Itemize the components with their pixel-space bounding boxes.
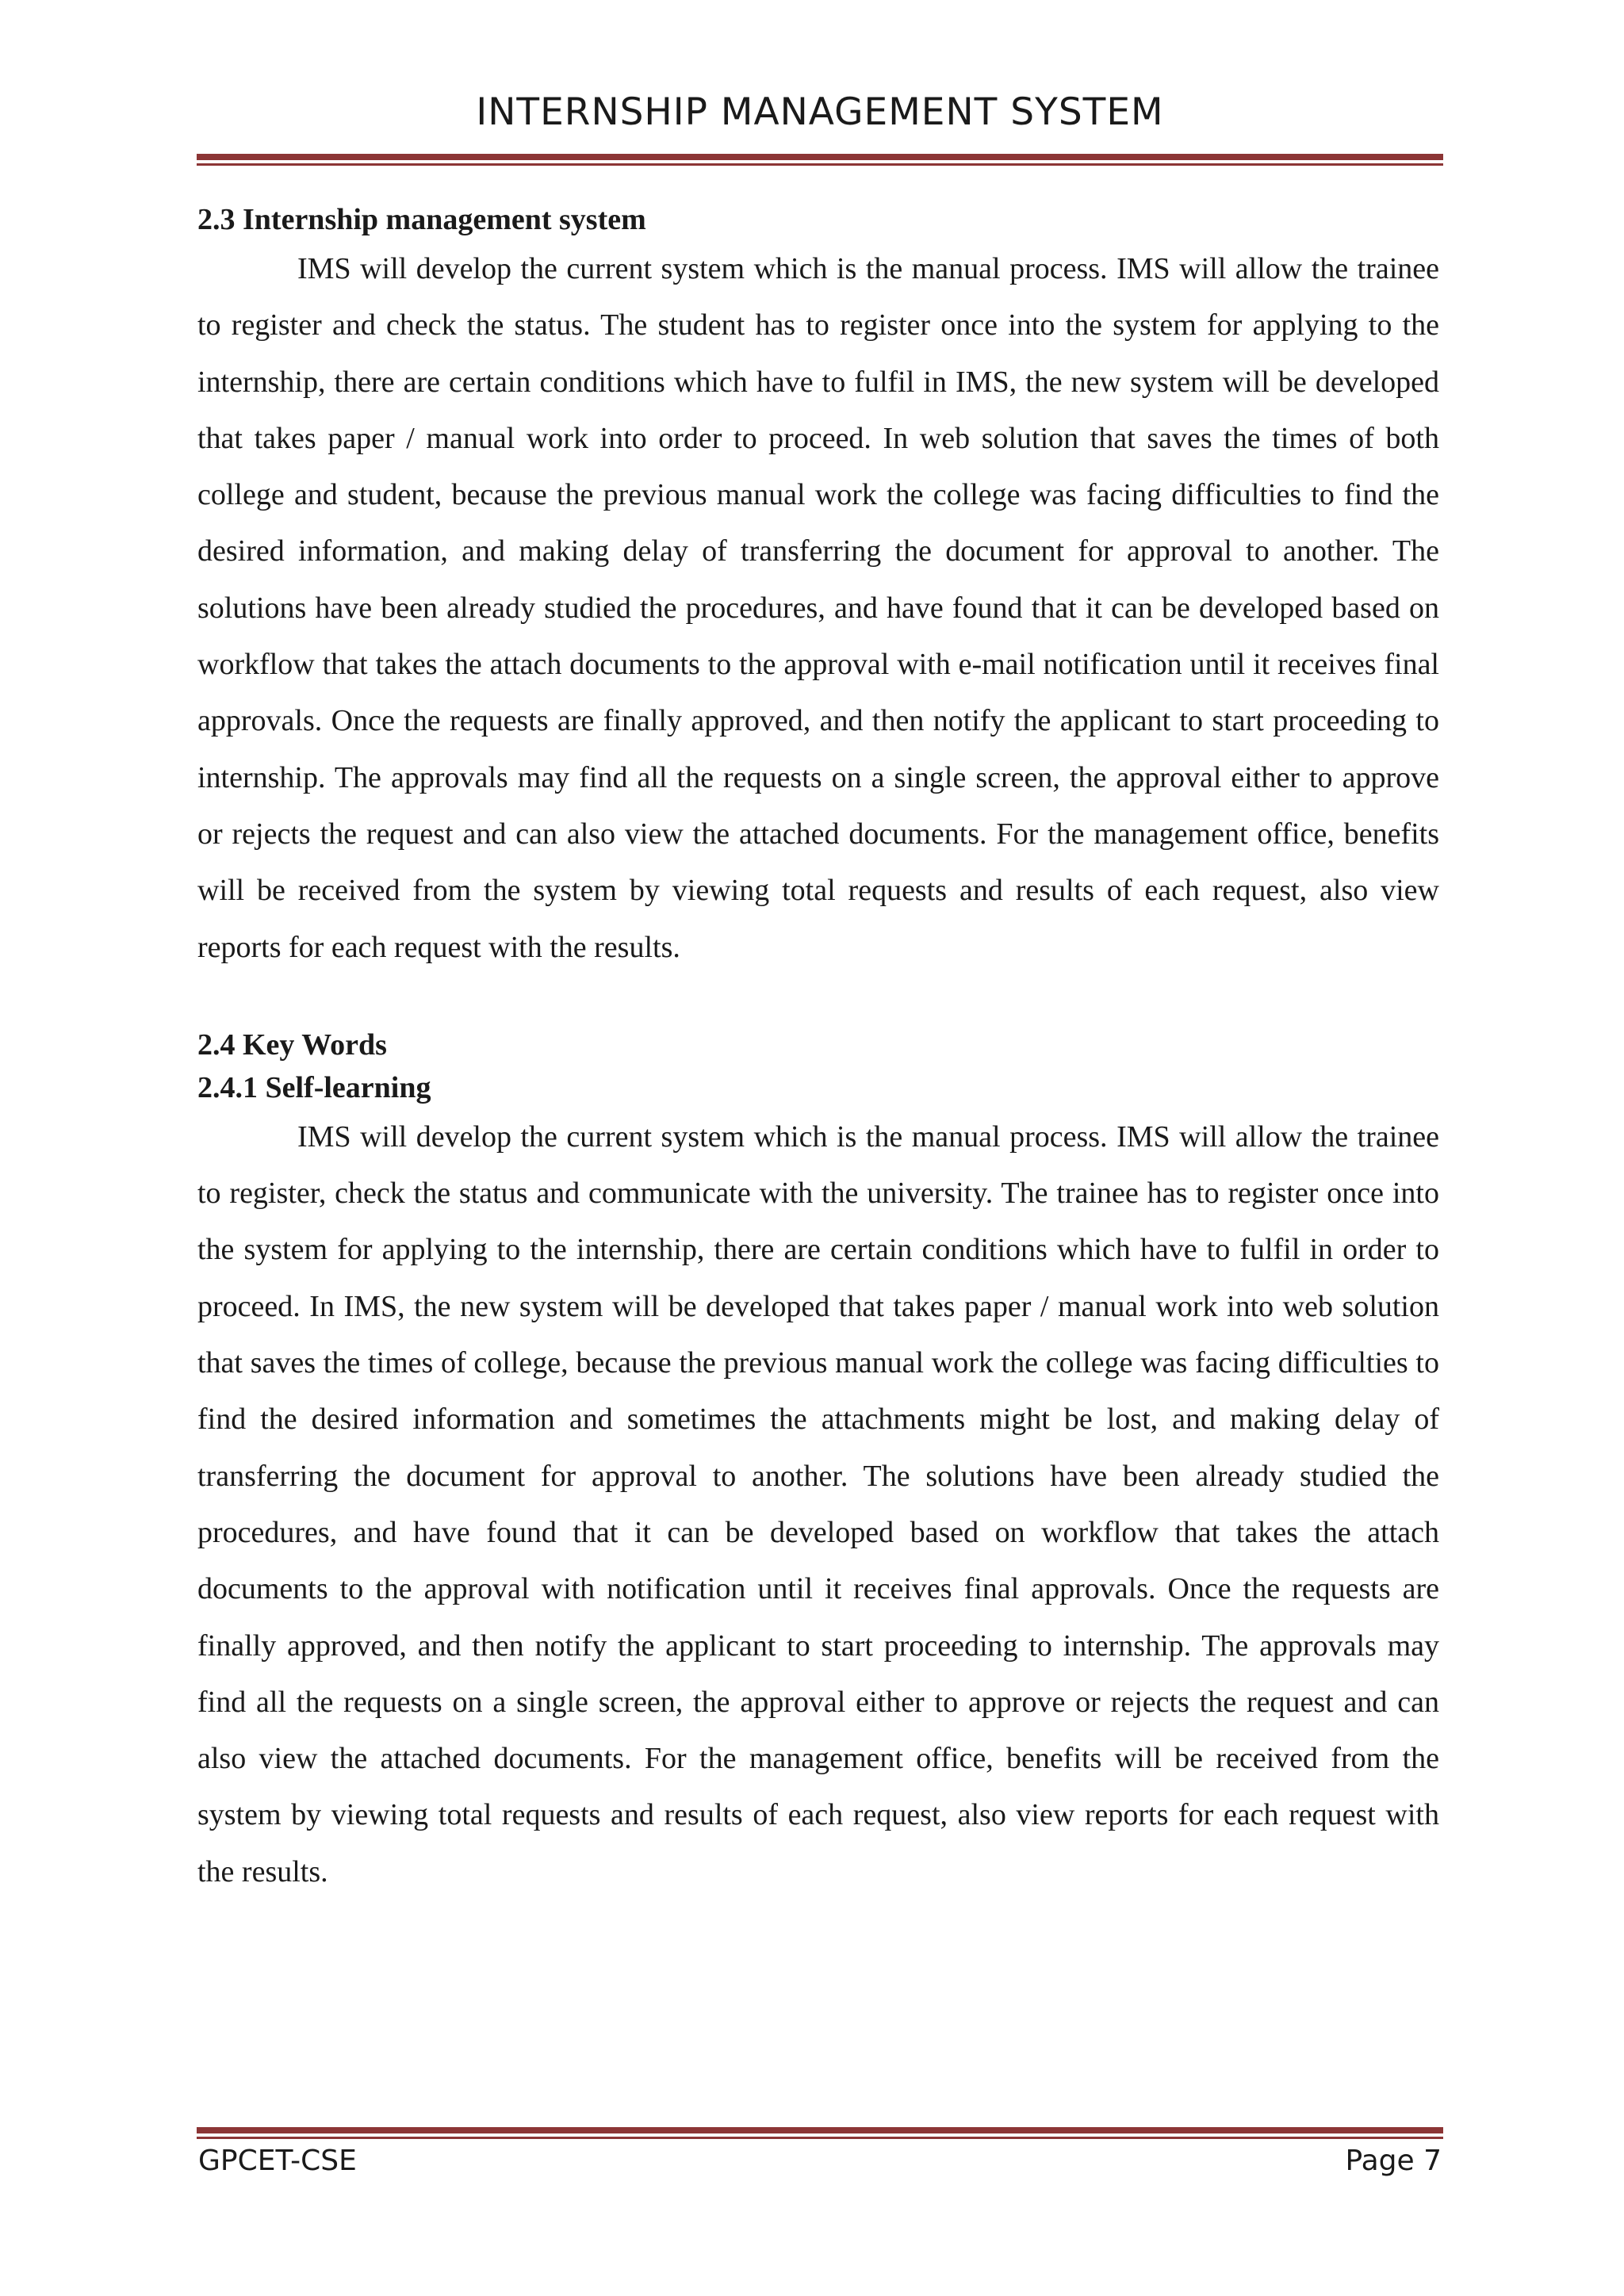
footer-rule-thin — [197, 2137, 1443, 2139]
section-heading-2-4: 2.4 Key Words — [197, 1027, 387, 1062]
section-paragraph-2-3: IMS will develop the current system which is the manual process. IMS will allow the trainee to register and check the status. The student has to register once into the system for applying to the internship, there are certain conditions which have to fulfil in IMS, the new system will be developed that takes paper / manual work into order to proceed. In web solution that saves the times of both college and student, because the previous manual work the college was facing difficulties to find the desired information, and making delay of transferring the document for approval to another. The solutions have been already studied the procedures, and have found that it can be developed based on workflow that takes the attach documents to the approval with e-mail notification until it receives final approvals. Once the requests are finally approved, and then notify the applicant to start proceeding to internship. The approvals may find all the requests on a single screen, the approval either to approve or rejects the request and can also view the attached documents. For the management office, benefits will be received from the system by viewing total requests and results of each request, also view reports for each request with the results. — [197, 252, 1439, 964]
header-rule — [197, 154, 1443, 166]
page-body — [197, 198, 1439, 1900]
section-heading-2-3: 2.3 Internship management system — [197, 203, 646, 236]
subsection-heading-2-4-1: 2.4.1 Self-learning — [197, 1070, 431, 1104]
header-rule-thin — [197, 163, 1443, 166]
footer-rule-thick — [197, 2127, 1443, 2133]
header-rule-thick — [197, 154, 1443, 160]
section-paragraph-2-4-1: IMS will develop the current system which is the manual process. IMS will allow the trainee to register, check the status and communicate with the university. The trainee has to register once into the system for applying to the internship, there are certain conditions which have to fulfil in order to proceed. In IMS, the new system will be developed that takes paper / manual work into web solution that saves the times of college, because the previous manual work the college was facing difficulties to find the desired information and sometimes the attachments might be lost, and making delay of transferring the document for approval to another. The solutions have been already studied the procedures, and have found that it can be developed based on workflow that takes the attach documents to the approval with notification until it receives final approvals. Once the requests are finally approved, and then notify the applicant to start proceeding to internship. The approvals may find all the requests on a single screen, the approval either to approve or rejects the request and can also view the attached documents. For the management office, benefits will be received from the system by viewing total requests and results of each request, also view reports for each request with the results. — [197, 1119, 1439, 1888]
footer-page-number: Page 7 — [1345, 2145, 1442, 2177]
footer-rule — [197, 2127, 1443, 2139]
footer-department: GPCET-CSE — [198, 2145, 357, 2177]
running-header-title: INTERNSHIP MANAGEMENT SYSTEM — [476, 90, 1164, 134]
section-gap — [197, 976, 1439, 1024]
